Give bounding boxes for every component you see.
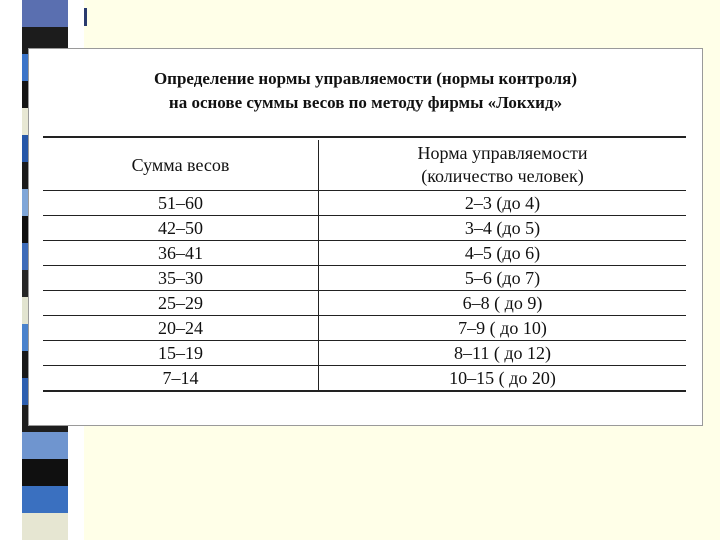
weights-cell: 7–14: [43, 366, 319, 392]
header-weights: Сумма весов: [43, 140, 319, 191]
strip-segment: [22, 432, 68, 459]
table-row: [43, 241, 686, 266]
title-line-2: на основе суммы весов по методу фирмы «Локхид»: [168, 93, 563, 112]
table-row: [43, 191, 686, 216]
table-top-rule: [43, 136, 686, 138]
norm-cell: 7–9 ( до 10): [319, 316, 687, 341]
weights-cell: 42–50: [43, 216, 319, 241]
norm-cell: 10–15 ( до 20): [319, 366, 687, 392]
norm-cell: 3–4 (до 5): [319, 216, 687, 241]
table-row: [43, 366, 686, 392]
strip-segment: [22, 0, 68, 27]
weights-cell: 15–19: [43, 341, 319, 366]
header-norm-line-2: (количество человек): [421, 166, 584, 186]
norm-cell: 6–8 ( до 9): [319, 291, 687, 316]
table-row: [43, 216, 686, 241]
header-norm: [319, 140, 687, 191]
norm-cell: 8–11 ( до 12): [319, 341, 687, 366]
weights-cell: 35–30: [43, 266, 319, 291]
header-norm-line-1: Норма управляемости: [417, 143, 588, 163]
weights-cell: 25–29: [43, 291, 319, 316]
weights-cell: 20–24: [43, 316, 319, 341]
table-row: [43, 266, 686, 291]
document-title: [29, 67, 702, 115]
title-line-1: Определение нормы управляемости (нормы контроля): [153, 69, 578, 88]
document-panel: [28, 48, 703, 426]
strip-segment: [22, 513, 68, 540]
norm-cell: 5–6 (до 7): [319, 266, 687, 291]
decorative-tick: [84, 8, 87, 26]
norm-cell: 4–5 (до 6): [319, 241, 687, 266]
norm-cell: 2–3 (до 4): [319, 191, 687, 216]
table-row: [43, 316, 686, 341]
norms-table: [43, 140, 686, 392]
strip-segment: [22, 459, 68, 486]
weights-cell: 51–60: [43, 191, 319, 216]
table-header-row: [43, 140, 686, 191]
strip-segment: [22, 486, 68, 513]
weights-cell: 36–41: [43, 241, 319, 266]
left-margin: [0, 0, 22, 540]
table-row: [43, 291, 686, 316]
table-row: [43, 341, 686, 366]
